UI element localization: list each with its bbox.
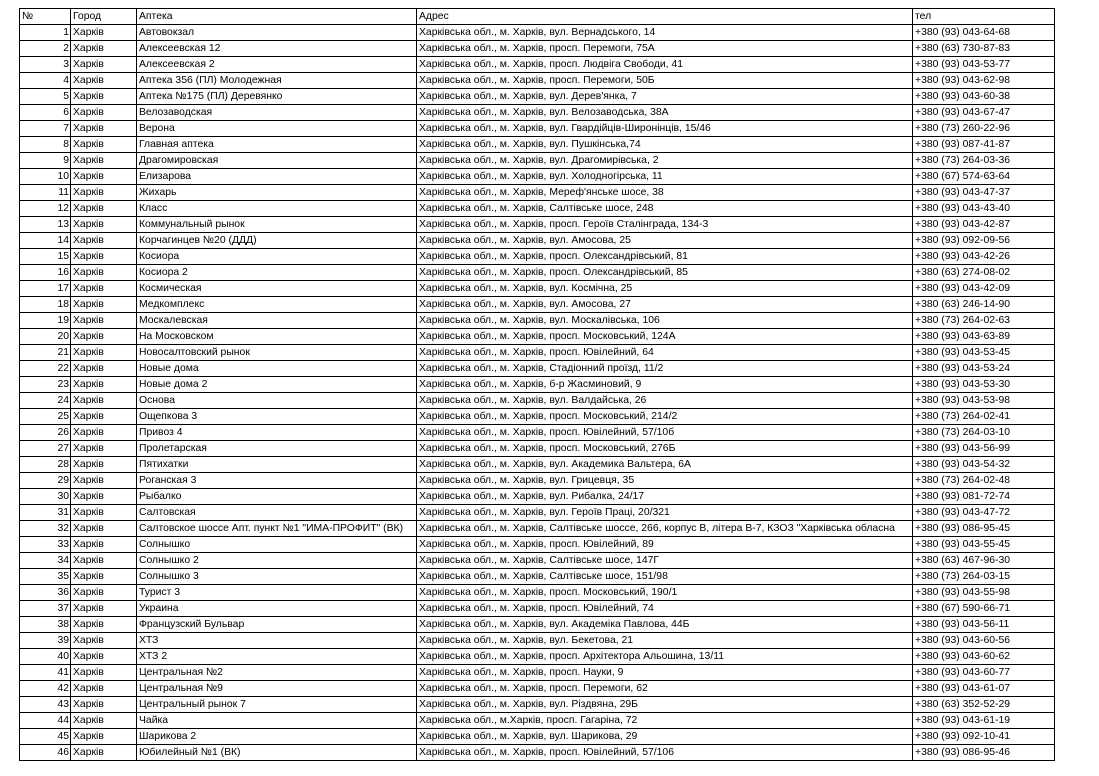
pharmacy-name-cell: Солнышко 2	[137, 553, 417, 569]
city-cell: Харків	[71, 73, 137, 89]
row-number: 5	[20, 89, 71, 105]
phone-cell: +380 (93) 043-53-30	[913, 377, 1055, 393]
address-cell: Харківська обл., м. Харків, вул. Пушкінська,74	[417, 137, 913, 153]
row-number: 18	[20, 297, 71, 313]
phone-cell: +380 (93) 043-55-98	[913, 585, 1055, 601]
address-cell: Харківська обл., м. Харків, просп. Науки, 9	[417, 665, 913, 681]
table-row	[20, 281, 1055, 297]
address-cell: Харківська обл., м. Харків, Стадіонний проїзд, 11/2	[417, 361, 913, 377]
city-cell: Харків	[71, 601, 137, 617]
phone-cell: +380 (93) 043-63-89	[913, 329, 1055, 345]
pharmacy-name-cell: Пролетарская	[137, 441, 417, 457]
table-row	[20, 505, 1055, 521]
city-cell: Харків	[71, 249, 137, 265]
city-cell: Харків	[71, 313, 137, 329]
phone-cell: +380 (93) 092-10-41	[913, 729, 1055, 745]
city-cell: Харків	[71, 473, 137, 489]
table-row	[20, 153, 1055, 169]
city-cell: Харків	[71, 105, 137, 121]
address-cell: Харківська обл., м. Харків, просп. Московський, 276Б	[417, 441, 913, 457]
address-cell: Харківська обл., м. Харків, вул. Грицевця, 35	[417, 473, 913, 489]
pharmacy-name-cell: Чайка	[137, 713, 417, 729]
city-cell: Харків	[71, 361, 137, 377]
row-number: 38	[20, 617, 71, 633]
table-row	[20, 249, 1055, 265]
table-row	[20, 569, 1055, 585]
table-row	[20, 617, 1055, 633]
header-number: №	[20, 9, 71, 25]
city-cell: Харків	[71, 729, 137, 745]
address-cell: Харківська обл., м. Харків, просп. Ювілейний, 57/106	[417, 745, 913, 761]
address-cell: Харківська обл., м. Харків, вул. Рибалка, 24/17	[417, 489, 913, 505]
address-cell: Харківська обл., м. Харків, просп. Архітектора Альошина, 13/11	[417, 649, 913, 665]
header-pharmacy: Аптека	[137, 9, 417, 25]
pharmacy-name-cell: ХТЗ 2	[137, 649, 417, 665]
city-cell: Харків	[71, 585, 137, 601]
phone-cell: +380 (93) 043-42-87	[913, 217, 1055, 233]
address-cell: Харківська обл., м. Харків, просп. Перемоги, 75А	[417, 41, 913, 57]
table-row	[20, 729, 1055, 745]
phone-cell: +380 (93) 043-56-99	[913, 441, 1055, 457]
city-cell: Харків	[71, 553, 137, 569]
row-number: 30	[20, 489, 71, 505]
city-cell: Харків	[71, 265, 137, 281]
pharmacy-name-cell: Салтовская	[137, 505, 417, 521]
city-cell: Харків	[71, 137, 137, 153]
row-number: 13	[20, 217, 71, 233]
phone-cell: +380 (63) 274-08-02	[913, 265, 1055, 281]
phone-cell: +380 (93) 043-55-45	[913, 537, 1055, 553]
address-cell: Харківська обл., м. Харків, просп. Ювілейний, 64	[417, 345, 913, 361]
table-row	[20, 25, 1055, 41]
phone-cell: +380 (93) 043-60-77	[913, 665, 1055, 681]
table-row	[20, 137, 1055, 153]
address-cell: Харківська обл., м. Харків, просп. Людвіга Свободи, 41	[417, 57, 913, 73]
address-cell: Харківська обл., м. Харків, просп. Московський, 124А	[417, 329, 913, 345]
table-row	[20, 409, 1055, 425]
table-row	[20, 697, 1055, 713]
table-row	[20, 105, 1055, 121]
pharmacy-name-cell: Новые дома 2	[137, 377, 417, 393]
address-cell: Харківська обл., м. Харків, просп. Олександрівський, 85	[417, 265, 913, 281]
row-number: 2	[20, 41, 71, 57]
phone-cell: +380 (93) 043-47-37	[913, 185, 1055, 201]
address-cell: Харківська обл., м. Харків, вул. Бекетова, 21	[417, 633, 913, 649]
address-cell: Харківська обл., м. Харків, вул. Вернадського, 14	[417, 25, 913, 41]
pharmacy-name-cell: Центральная №2	[137, 665, 417, 681]
pharmacy-name-cell: Велозаводская	[137, 105, 417, 121]
table-row	[20, 713, 1055, 729]
phone-cell: +380 (93) 043-54-32	[913, 457, 1055, 473]
phone-cell: +380 (73) 264-03-36	[913, 153, 1055, 169]
table-row	[20, 649, 1055, 665]
city-cell: Харків	[71, 41, 137, 57]
row-number: 19	[20, 313, 71, 329]
address-cell: Харківська обл., м. Харків, просп. Героїв Сталінграда, 134-3	[417, 217, 913, 233]
header-address: Адрес	[417, 9, 913, 25]
table-row	[20, 537, 1055, 553]
city-cell: Харків	[71, 153, 137, 169]
phone-cell: +380 (73) 264-02-41	[913, 409, 1055, 425]
phone-cell: +380 (93) 043-42-26	[913, 249, 1055, 265]
row-number: 24	[20, 393, 71, 409]
table-row	[20, 521, 1055, 537]
address-cell: Харківська обл., м. Харків, просп. Перемоги, 50Б	[417, 73, 913, 89]
phone-cell: +380 (93) 043-67-47	[913, 105, 1055, 121]
phone-cell: +380 (73) 264-02-48	[913, 473, 1055, 489]
city-cell: Харків	[71, 377, 137, 393]
city-cell: Харків	[71, 441, 137, 457]
row-number: 1	[20, 25, 71, 41]
pharmacy-name-cell: Класс	[137, 201, 417, 217]
address-cell: Харківська обл., м. Харків, вул. Москалівська, 106	[417, 313, 913, 329]
table-row	[20, 41, 1055, 57]
pharmacy-name-cell: Елизарова	[137, 169, 417, 185]
pharmacy-name-cell: Автовокзал	[137, 25, 417, 41]
table-row	[20, 121, 1055, 137]
city-cell: Харків	[71, 425, 137, 441]
pharmacy-name-cell: Основа	[137, 393, 417, 409]
city-cell: Харків	[71, 697, 137, 713]
phone-cell: +380 (93) 086-95-45	[913, 521, 1055, 537]
pharmacy-name-cell: Косиора 2	[137, 265, 417, 281]
city-cell: Харків	[71, 89, 137, 105]
pharmacy-name-cell: Жихарь	[137, 185, 417, 201]
row-number: 14	[20, 233, 71, 249]
phone-cell: +380 (93) 043-60-38	[913, 89, 1055, 105]
address-cell: Харківська обл., м. Харків, вул. Гвардійців-Широнінців, 15/46	[417, 121, 913, 137]
pharmacy-name-cell: Шарикова 2	[137, 729, 417, 745]
table-row	[20, 601, 1055, 617]
row-number: 20	[20, 329, 71, 345]
pharmacy-name-cell: Центральная №9	[137, 681, 417, 697]
city-cell: Харків	[71, 345, 137, 361]
phone-cell: +380 (93) 043-42-09	[913, 281, 1055, 297]
row-number: 45	[20, 729, 71, 745]
phone-cell: +380 (93) 043-53-77	[913, 57, 1055, 73]
table-row	[20, 665, 1055, 681]
table-row	[20, 585, 1055, 601]
row-number: 29	[20, 473, 71, 489]
city-cell: Харків	[71, 201, 137, 217]
table-row	[20, 201, 1055, 217]
address-cell: Харківська обл., м. Харків, вул. Героїв Праці, 20/321	[417, 505, 913, 521]
table-row	[20, 329, 1055, 345]
address-cell: Харківська обл., м. Харків, вул. Велозаводська, 38А	[417, 105, 913, 121]
table-row	[20, 57, 1055, 73]
address-cell: Харківська обл., м. Харків, просп. Ювілейний, 74	[417, 601, 913, 617]
row-number: 4	[20, 73, 71, 89]
address-cell: Харківська обл., м. Харків, вул. Академика Вальтера, 6А	[417, 457, 913, 473]
phone-cell: +380 (93) 043-60-56	[913, 633, 1055, 649]
city-cell: Харків	[71, 25, 137, 41]
address-cell: Харківська обл., м. Харків, Салтівське шоссе, 266, корпус В, літера В-7, КЗОЗ "Харківська обласна	[417, 521, 913, 537]
city-cell: Харків	[71, 713, 137, 729]
pharmacy-name-cell: Пятихатки	[137, 457, 417, 473]
address-cell: Харківська обл., м. Харків, просп. Ювілейний, 89	[417, 537, 913, 553]
phone-cell: +380 (93) 043-43-40	[913, 201, 1055, 217]
row-number: 17	[20, 281, 71, 297]
phone-cell: +380 (93) 043-60-62	[913, 649, 1055, 665]
table-row	[20, 377, 1055, 393]
city-cell: Харків	[71, 649, 137, 665]
pharmacy-name-cell: Новые дома	[137, 361, 417, 377]
phone-cell: +380 (93) 043-53-45	[913, 345, 1055, 361]
pharmacy-name-cell: Ощепкова 3	[137, 409, 417, 425]
table-row	[20, 265, 1055, 281]
city-cell: Харків	[71, 537, 137, 553]
pharmacy-name-cell: Алексеевская 12	[137, 41, 417, 57]
row-number: 33	[20, 537, 71, 553]
address-cell: Харківська обл., м. Харків, вул. Амосова, 27	[417, 297, 913, 313]
pharmacy-name-cell: Алексеевская 2	[137, 57, 417, 73]
address-cell: Харківська обл., м. Харків, просп. Перемоги, 62	[417, 681, 913, 697]
address-cell: Харківська обл., м. Харків, просп. Московський, 190/1	[417, 585, 913, 601]
pharmacy-name-cell: Солнышко 3	[137, 569, 417, 585]
pharmacy-name-cell: Французский Бульвар	[137, 617, 417, 633]
city-cell: Харків	[71, 281, 137, 297]
table-row	[20, 553, 1055, 569]
row-number: 39	[20, 633, 71, 649]
city-cell: Харків	[71, 681, 137, 697]
pharmacy-table	[19, 8, 1055, 761]
row-number: 22	[20, 361, 71, 377]
address-cell: Харківська обл., м. Харків, вул. Валдайська, 26	[417, 393, 913, 409]
address-cell: Харківська обл., м. Харків, просп. Московський, 214/2	[417, 409, 913, 425]
phone-cell: +380 (67) 574-63-64	[913, 169, 1055, 185]
pharmacy-name-cell: Роганская 3	[137, 473, 417, 489]
row-number: 36	[20, 585, 71, 601]
address-cell: Харківська обл., м. Харків, вул. Академіка Павлова, 44Б	[417, 617, 913, 633]
pharmacy-name-cell: Медкомплекс	[137, 297, 417, 313]
pharmacy-name-cell: Верона	[137, 121, 417, 137]
phone-cell: +380 (67) 590-66-71	[913, 601, 1055, 617]
city-cell: Харків	[71, 505, 137, 521]
pharmacy-name-cell: Космическая	[137, 281, 417, 297]
row-number: 25	[20, 409, 71, 425]
pharmacy-name-cell: Центральный рынок 7	[137, 697, 417, 713]
table-row	[20, 313, 1055, 329]
table-row	[20, 89, 1055, 105]
table-row	[20, 441, 1055, 457]
address-cell: Харківська обл., м. Харків, вул. Шарикова, 29	[417, 729, 913, 745]
row-number: 11	[20, 185, 71, 201]
row-number: 41	[20, 665, 71, 681]
pharmacy-name-cell: Москалевская	[137, 313, 417, 329]
table-row	[20, 745, 1055, 761]
pharmacy-name-cell: Украина	[137, 601, 417, 617]
address-cell: Харківська обл., м. Харків, б-р Жасминовий, 9	[417, 377, 913, 393]
table-body	[20, 25, 1055, 761]
pharmacy-name-cell: ХТЗ	[137, 633, 417, 649]
pharmacy-name-cell: Салтовское шоссе Апт. пункт №1 "ИМА-ПРОФИТ" (ВК)	[137, 521, 417, 537]
address-cell: Харківська обл., м. Харків, вул. Різдвяна, 29Б	[417, 697, 913, 713]
phone-cell: +380 (93) 092-09-56	[913, 233, 1055, 249]
city-cell: Харків	[71, 745, 137, 761]
city-cell: Харків	[71, 393, 137, 409]
city-cell: Харків	[71, 185, 137, 201]
phone-cell: +380 (93) 043-53-98	[913, 393, 1055, 409]
header-row	[20, 9, 1055, 25]
phone-cell: +380 (73) 264-03-10	[913, 425, 1055, 441]
address-cell: Харківська обл., м. Харків, Салтівське шосе, 147Г	[417, 553, 913, 569]
phone-cell: +380 (73) 260-22-96	[913, 121, 1055, 137]
table-row	[20, 233, 1055, 249]
address-cell: Харківська обл., м. Харків, просп. Олександрівський, 81	[417, 249, 913, 265]
row-number: 37	[20, 601, 71, 617]
pharmacy-name-cell: Новосалтовский рынок	[137, 345, 417, 361]
table-row	[20, 73, 1055, 89]
phone-cell: +380 (93) 086-95-46	[913, 745, 1055, 761]
row-number: 31	[20, 505, 71, 521]
phone-cell: +380 (93) 043-62-98	[913, 73, 1055, 89]
pharmacy-name-cell: На Московском	[137, 329, 417, 345]
row-number: 12	[20, 201, 71, 217]
city-cell: Харків	[71, 169, 137, 185]
table-row	[20, 345, 1055, 361]
table-row	[20, 185, 1055, 201]
row-number: 3	[20, 57, 71, 73]
table-row	[20, 393, 1055, 409]
pharmacy-name-cell: Драгомировская	[137, 153, 417, 169]
row-number: 10	[20, 169, 71, 185]
row-number: 15	[20, 249, 71, 265]
city-cell: Харків	[71, 665, 137, 681]
city-cell: Харків	[71, 121, 137, 137]
row-number: 42	[20, 681, 71, 697]
table-row	[20, 217, 1055, 233]
row-number: 6	[20, 105, 71, 121]
phone-cell: +380 (73) 264-02-63	[913, 313, 1055, 329]
phone-cell: +380 (93) 043-64-68	[913, 25, 1055, 41]
table-row	[20, 169, 1055, 185]
phone-cell: +380 (63) 730-87-83	[913, 41, 1055, 57]
row-number: 34	[20, 553, 71, 569]
table-row	[20, 633, 1055, 649]
row-number: 35	[20, 569, 71, 585]
row-number: 46	[20, 745, 71, 761]
phone-cell: +380 (73) 264-03-15	[913, 569, 1055, 585]
address-cell: Харківська обл., м. Харків, вул. Дерев'янка, 7	[417, 89, 913, 105]
city-cell: Харків	[71, 329, 137, 345]
pharmacy-name-cell: Корчагинцев №20 (ДДД)	[137, 233, 417, 249]
city-cell: Харків	[71, 633, 137, 649]
row-number: 27	[20, 441, 71, 457]
table-row	[20, 457, 1055, 473]
table-row	[20, 489, 1055, 505]
address-cell: Харківська обл., м. Харків, просп. Ювілейний, 57/10б	[417, 425, 913, 441]
phone-cell: +380 (63) 246-14-90	[913, 297, 1055, 313]
city-cell: Харків	[71, 57, 137, 73]
table-row	[20, 681, 1055, 697]
pharmacy-name-cell: Косиора	[137, 249, 417, 265]
pharmacy-name-cell: Солнышко	[137, 537, 417, 553]
pharmacy-name-cell: Аптека №175 (ПЛ) Деревянко	[137, 89, 417, 105]
city-cell: Харків	[71, 233, 137, 249]
city-cell: Харків	[71, 489, 137, 505]
city-cell: Харків	[71, 617, 137, 633]
phone-cell: +380 (93) 087-41-87	[913, 137, 1055, 153]
city-cell: Харків	[71, 409, 137, 425]
phone-cell: +380 (93) 043-61-07	[913, 681, 1055, 697]
address-cell: Харківська обл., м. Харків, Салтівське шосе, 248	[417, 201, 913, 217]
city-cell: Харків	[71, 521, 137, 537]
row-number: 40	[20, 649, 71, 665]
row-number: 32	[20, 521, 71, 537]
phone-cell: +380 (93) 043-53-24	[913, 361, 1055, 377]
pharmacy-name-cell: Главная аптека	[137, 137, 417, 153]
address-cell: Харківська обл., м. Харків, вул. Драгомирівська, 2	[417, 153, 913, 169]
table-row	[20, 297, 1055, 313]
phone-cell: +380 (63) 352-52-29	[913, 697, 1055, 713]
row-number: 9	[20, 153, 71, 169]
table-row	[20, 425, 1055, 441]
phone-cell: +380 (93) 043-47-72	[913, 505, 1055, 521]
header-phone: тел	[913, 9, 1055, 25]
phone-cell: +380 (93) 043-56-11	[913, 617, 1055, 633]
pharmacy-name-cell: Коммунальный рынок	[137, 217, 417, 233]
header-city: Город	[71, 9, 137, 25]
row-number: 26	[20, 425, 71, 441]
address-cell: Харківська обл., м. Харків, Мереф'янське шосе, 38	[417, 185, 913, 201]
city-cell: Харків	[71, 217, 137, 233]
pharmacy-name-cell: Привоз 4	[137, 425, 417, 441]
row-number: 8	[20, 137, 71, 153]
row-number: 23	[20, 377, 71, 393]
city-cell: Харків	[71, 569, 137, 585]
row-number: 28	[20, 457, 71, 473]
row-number: 43	[20, 697, 71, 713]
pharmacy-name-cell: Аптека 356 (ПЛ) Молодежная	[137, 73, 417, 89]
address-cell: Харківська обл., м. Харків, Салтівське шосе, 151/98	[417, 569, 913, 585]
table-row	[20, 473, 1055, 489]
row-number: 44	[20, 713, 71, 729]
phone-cell: +380 (63) 467-96-30	[913, 553, 1055, 569]
pharmacy-name-cell: Рыбалко	[137, 489, 417, 505]
table-row	[20, 361, 1055, 377]
city-cell: Харків	[71, 457, 137, 473]
address-cell: Харківська обл., м. Харків, вул. Космічна, 25	[417, 281, 913, 297]
row-number: 21	[20, 345, 71, 361]
phone-cell: +380 (93) 081-72-74	[913, 489, 1055, 505]
row-number: 16	[20, 265, 71, 281]
row-number: 7	[20, 121, 71, 137]
address-cell: Харківська обл., м.Харків, просп. Гагаріна, 72	[417, 713, 913, 729]
address-cell: Харківська обл., м. Харків, вул. Амосова, 25	[417, 233, 913, 249]
address-cell: Харківська обл., м. Харків, вул. Холодногірська, 11	[417, 169, 913, 185]
phone-cell: +380 (93) 043-61-19	[913, 713, 1055, 729]
city-cell: Харків	[71, 297, 137, 313]
pharmacy-name-cell: Турист 3	[137, 585, 417, 601]
pharmacy-name-cell: Юбилейный №1 (ВК)	[137, 745, 417, 761]
